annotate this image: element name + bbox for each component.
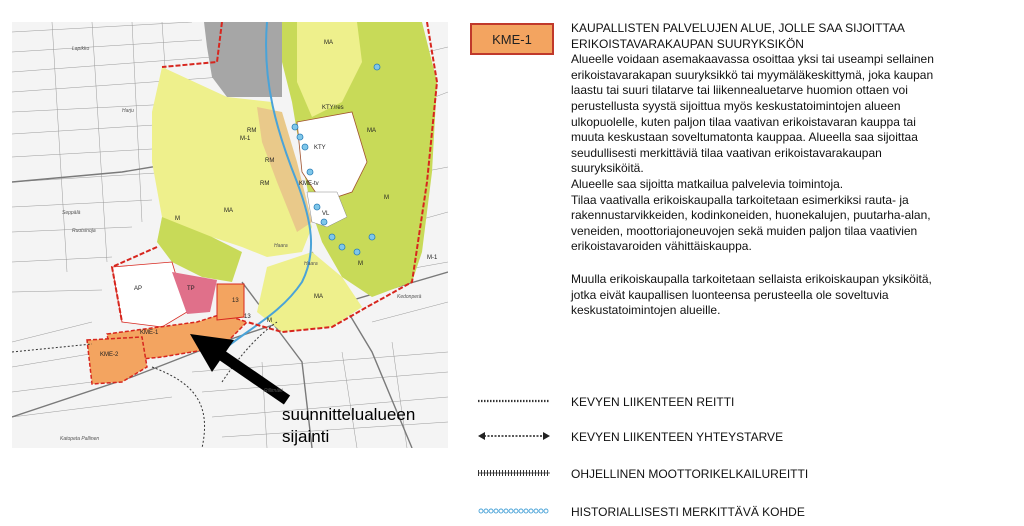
legend-item-label: HISTORIALLISESTI MERKITTÄVÄ KOHDE (571, 505, 805, 519)
map-label-tp: TP (187, 286, 195, 292)
dotted-line-icon (478, 396, 550, 406)
p1-line: laastu tai suuri tilatarve tai liikennealuetarve huomion ottaen voi (571, 83, 908, 98)
p4-line: jotka eivät kaupallisen luonteensa perusteella ole soveltuvia (571, 287, 889, 302)
map-label-ma-1: MA (224, 208, 233, 214)
map-label-m-2: M (384, 195, 389, 201)
place-seppala: Seppälä (62, 210, 81, 216)
place-lapikko: Lapikko (72, 46, 90, 52)
legend-title-line-1: KAUPALLISTEN PALVELUJEN ALUE, JOLLE SAA SIJOITTAA (571, 21, 905, 35)
map-label-kme-tv: KME-tv (299, 181, 319, 187)
legend-item-label: KEVYEN LIIKENTEEN YHTEYSTARVE (571, 430, 784, 444)
place-haara-1: Haara (274, 243, 288, 249)
p4-line: keskustatoimintojen alueille. (571, 303, 721, 318)
map-label-vl: VL (322, 211, 330, 217)
p3-line: erikoistavaroiden vähittäiskauppa. (571, 239, 752, 254)
legend-item-label: OHJELLINEN MOOTTORIKELKAILUREITTI (571, 467, 809, 481)
map-label-13a: 13 (232, 298, 239, 304)
circle-chain-icon (478, 506, 550, 516)
map-label-ap: AP (134, 286, 143, 292)
p1-line: Alueelle voidaan asemakaavassa osoittaa yksi tai useampi sellainen (571, 52, 934, 67)
paragraph-3 (571, 193, 1016, 255)
map-label-rm-3: RM (260, 181, 270, 187)
p1-line: muuta keskustaan soveltumatonta kauppaa. Alueella saa sijoittaa (571, 130, 918, 145)
map-label-ma-2: MA (367, 128, 376, 134)
map-label-m-4: M (267, 318, 272, 324)
p3-line: Tilaa vaativalla erikoiskaupalla tarkoitetaan esimerkiksi rauta- ja (571, 192, 909, 207)
p2-line: Alueelle saa sijoitta matkailua palvelevia toimintoja. (571, 176, 844, 191)
paragraph-4 (571, 272, 1016, 319)
legend-badge-kme-1 (470, 23, 554, 55)
map[interactable] (12, 22, 448, 448)
p1-line: erikoistavarakapan suuryksikkö tai myymäläkeskittymä, joka kaupan (571, 67, 934, 82)
map-label-m-1: M (175, 216, 180, 222)
place-katopeta: Katopeta Pallinen (60, 436, 100, 442)
map-label-rm-1: RM (247, 128, 257, 134)
place-rillimaki: Rillimäki (264, 388, 283, 394)
map-label-m-3: M (358, 261, 363, 267)
p1-line: perustellusta syystä sijoittua myös keskustatoimintojen alueen (571, 98, 901, 113)
legend-item-cycle-need (478, 427, 1018, 449)
p3-line: veneiden, moottoriajoneuvojen sekä muiden paljon tilaa vaativien (571, 223, 918, 238)
map-label-rm-2: RM (265, 158, 275, 164)
p3-line: rakennustarvikkeiden, kodinkoneiden, huonekalujen, puutarha-alan, (571, 208, 931, 223)
legend-item-snowmobile-route (478, 464, 1018, 486)
p1-line: ulkopuolelle, kuten paljon tilaa vaativan erikoistavaran kauppa tai (571, 114, 916, 129)
ticked-line-icon (478, 468, 550, 478)
place-haara-2: Haara (304, 261, 318, 267)
legend-description (571, 21, 1016, 319)
p1-line: seudullisesti merkittäviä tilaa vaativan erikoistavarakaupan (571, 145, 882, 160)
legend-item-historic-site (478, 502, 1018, 524)
location-label (282, 404, 415, 448)
paragraph-2 (571, 177, 1016, 193)
place-ruotsinoja: Ruotsinoja (72, 228, 96, 234)
location-label-line-2: sijainti (282, 427, 330, 446)
map-label-kty-res: KTY/res (322, 105, 344, 111)
map-label-13b: 13 (244, 314, 251, 320)
p4-line: Muulla erikoiskaupalla tarkoitetaan sellaista erikoiskaupan yksiköitä, (571, 271, 932, 286)
legend-badge-label: KME-1 (492, 31, 532, 47)
map-label-kty: KTY (314, 145, 326, 151)
legend-item-cycle-route (478, 392, 1018, 414)
map-label-ma-4: MA (324, 40, 333, 46)
legend-item-label: KEVYEN LIIKENTEEN REITTI (571, 395, 735, 409)
map-label-ma-3: MA (314, 294, 323, 300)
location-label-line-1: suunnittelualueen (282, 405, 416, 424)
legend-title (571, 21, 1016, 52)
arrow-line-icon (478, 431, 550, 441)
map-label-m1-2: M-1 (427, 255, 438, 261)
map-label-kme-2: KME-2 (100, 352, 119, 358)
p1-line: suuryksiköitä. (571, 161, 644, 176)
place-harju: Harju (122, 108, 134, 114)
paragraph-1 (571, 52, 1016, 177)
map-label-kme-1: KME-1 (140, 330, 159, 336)
legend-title-line-2: ERIKOISTAVARAKAUPAN SUURYKSIKÖN (571, 36, 804, 51)
map-label-m1-1: M-1 (240, 136, 251, 142)
place-kedonpera: Kedonperä (397, 294, 422, 300)
zone-kme-1-small (217, 284, 244, 320)
